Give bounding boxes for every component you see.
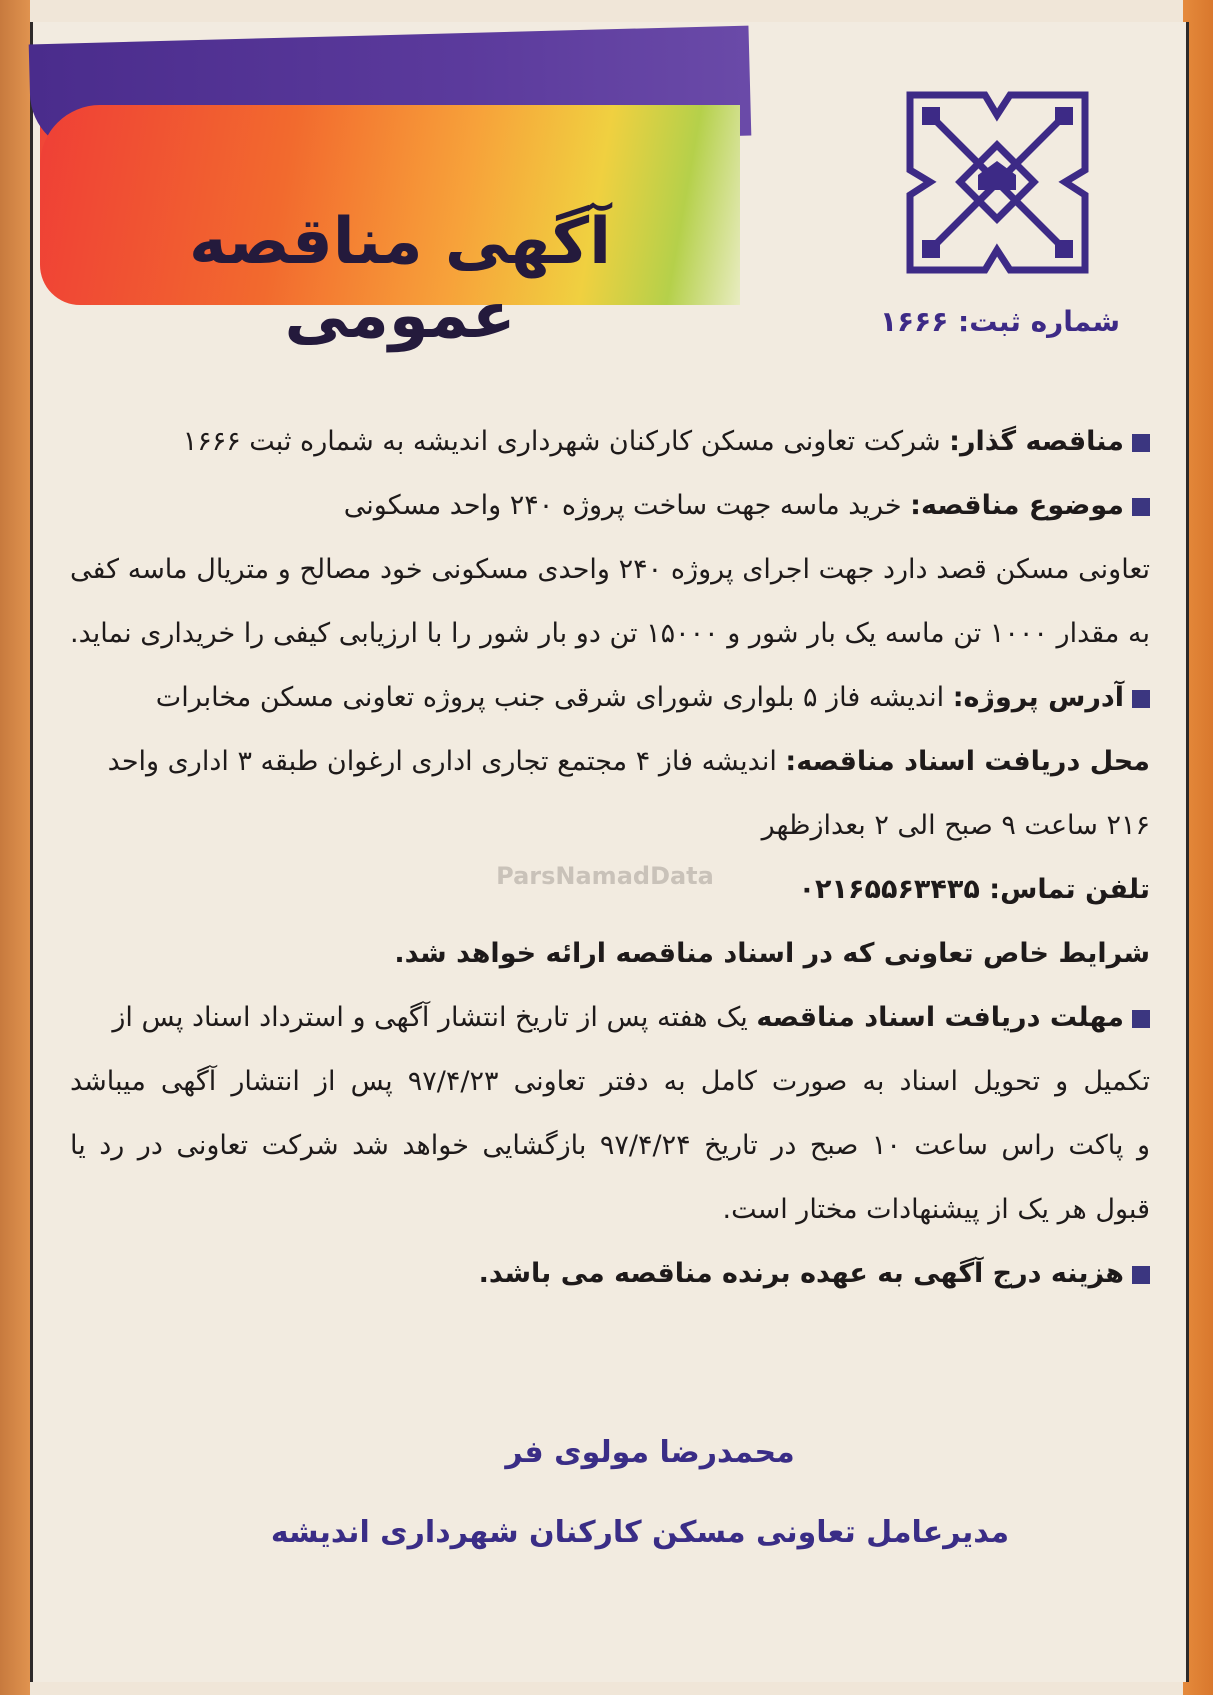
title-banner bbox=[40, 65, 720, 353]
phone-number: ۰۲۱۶۵۵۶۳۴۳۵ bbox=[798, 874, 990, 905]
description-line-2: به مقدار ۱۰۰۰ تن ماسه یک بار شور و ۱۵۰۰۰ تن دو بار شور را با ارزیابی کیفی را خریداری نماید. bbox=[70, 618, 1150, 649]
ad-body bbox=[70, 410, 1150, 1306]
bullet-icon bbox=[1132, 434, 1150, 452]
tenderer-text: شرکت تعاونی مسکن کارکنان شهرداری اندیشه به شماره ثبت ۱۶۶۶ bbox=[182, 426, 950, 457]
description-line-1: تعاونی مسکن قصد دارد جهت اجرای پروژه ۲۴۰ واحدی مسکونی خود مصالح و متریال ماسه کفی bbox=[70, 554, 1150, 585]
deadline-text: یک هفته پس از تاریخ انتشار آگهی و استرداد اسناد پس از bbox=[112, 1002, 757, 1033]
ad-cost-text: هزینه درج آگهی به عهده برنده مناقصه می باشد. bbox=[478, 1258, 1124, 1289]
subject-label: موضوع مناقصه: bbox=[910, 490, 1124, 521]
bullet-icon bbox=[1132, 498, 1150, 516]
phone-line bbox=[70, 858, 1150, 922]
watermark: ParsNamadData bbox=[496, 862, 714, 890]
page-title: آگهی مناقصه عمومی bbox=[189, 205, 611, 353]
signatory-name: محمدرضا مولوی فر bbox=[505, 1435, 795, 1470]
bullet-icon bbox=[1132, 1266, 1150, 1284]
documents-place-line bbox=[70, 730, 1150, 794]
bullet-icon bbox=[1132, 1010, 1150, 1028]
deadline-line bbox=[70, 986, 1150, 1050]
deadline-line-2: تکمیل و تحویل اسناد به صورت کامل به دفتر تعاونی ۹۷/۴/۲۳ پس از انتشار آگهی میباشد bbox=[70, 1066, 1150, 1097]
deadline-label: مهلت دریافت اسناد مناقصه bbox=[756, 1002, 1124, 1033]
special-conditions-line: شرایط خاص تعاونی که در اسناد مناقصه ارائه خواهد شد. bbox=[394, 938, 1150, 969]
documents-place-label: محل دریافت اسناد مناقصه: bbox=[785, 746, 1150, 777]
address-line bbox=[70, 666, 1150, 730]
documents-place-text: اندیشه فاز ۴ مجتمع تجاری اداری ارغوان طبقه ۳ اداری واحد bbox=[107, 746, 786, 777]
cooperative-logo-icon bbox=[890, 75, 1105, 290]
address-label: آدرس پروژه: bbox=[952, 682, 1124, 713]
address-text: اندیشه فاز ۵ بلواری شورای شرقی جنب پروژه تعاونی مسکن مخابرات bbox=[155, 682, 953, 713]
phone-label: تلفن تماس: bbox=[989, 874, 1150, 905]
deadline-line-4: قبول هر یک از پیشنهادات مختار است. bbox=[722, 1194, 1150, 1225]
ad-cost-line bbox=[70, 1242, 1150, 1306]
subject-line bbox=[70, 474, 1150, 538]
signatory-title: مدیرعامل تعاونی مسکن کارکنان شهرداری اندیشه bbox=[270, 1515, 1010, 1550]
deadline-line-3: و پاکت راس ساعت ۱۰ صبح در تاریخ ۹۷/۴/۲۴ بازگشایی خواهد شد شرکت تعاونی در رد یا bbox=[70, 1130, 1150, 1161]
bullet-icon bbox=[1132, 690, 1150, 708]
documents-hours-line: ۲۱۶ ساعت ۹ صبح الی ۲ بعدازظهر bbox=[761, 810, 1150, 841]
tenderer-line bbox=[70, 410, 1150, 474]
tenderer-label: مناقصه گذار: bbox=[949, 426, 1124, 457]
registration-number: شماره ثبت: ۱۶۶۶ bbox=[879, 305, 1121, 338]
subject-text: خرید ماسه جهت ساخت پروژه ۲۴۰ واحد مسکونی bbox=[343, 490, 911, 521]
